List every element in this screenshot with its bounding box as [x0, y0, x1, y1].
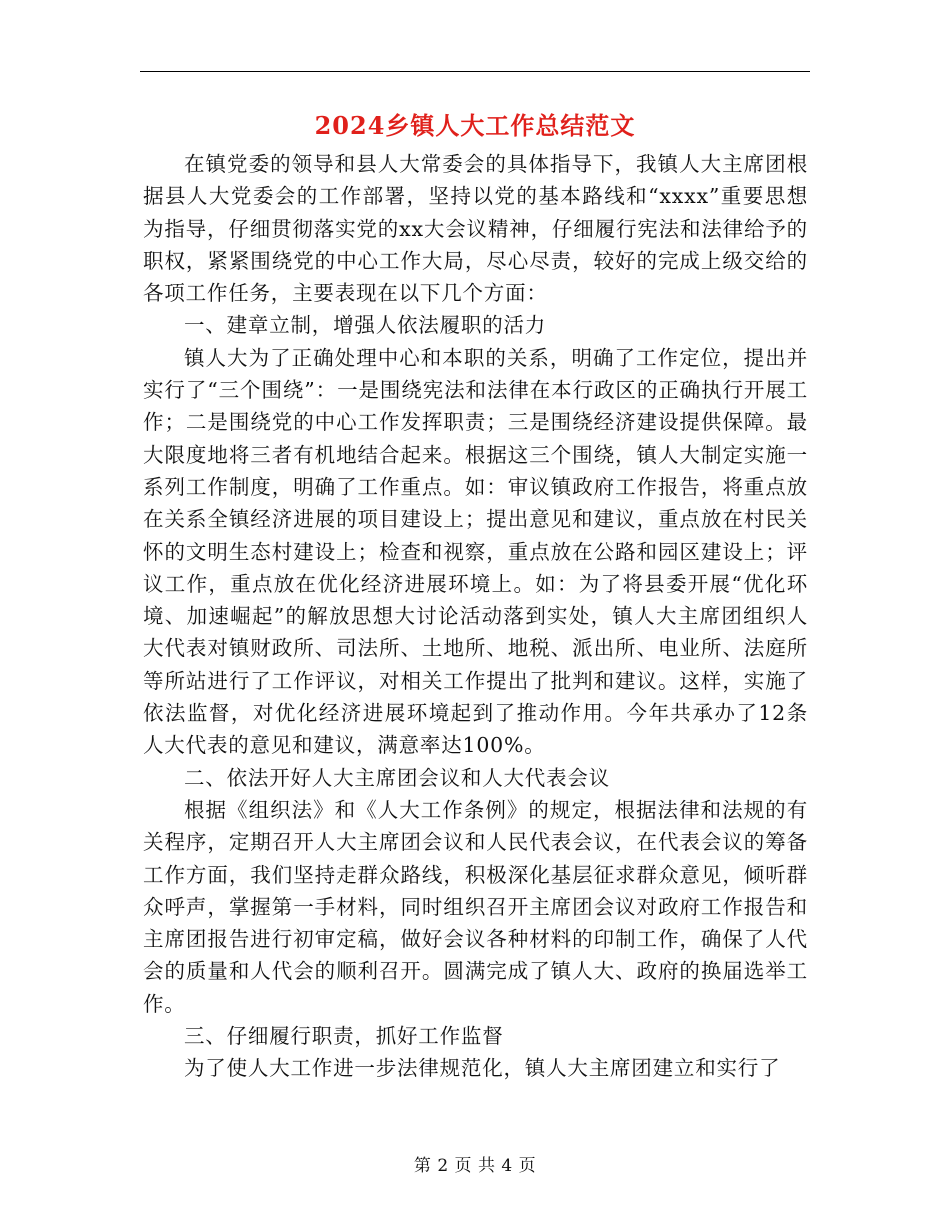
paragraph-section-3: 为了使人大工作进一步法律规范化，镇人大主席团建立和实行了 [184, 1056, 781, 1081]
document-body [143, 148, 808, 1085]
section-heading-3: 三、仔细履行职责，抓好工作监督 [184, 1024, 504, 1049]
paragraph-section-2: 根据《组织法》和《人大工作条例》的规定，根据法律和法规的有关程序，定期召开人大主席团会议和人民代表会议，在代表会议的筹备工作方面，我们坚持走群众路线，积极深化基层征求群众意见，倾听群众呼声，掌握第一手材料，同时组织召开主席团会议对政府工作报告和主席团报告进行初审定稿，做好会议各种材料的印制工作，确保了人代会的质量和人代会的顺利召开。圆满完成了镇人大、政府的换届选举工作。 [143, 797, 808, 1016]
page-number-footer: 第 2 页 共 4 页 [413, 1156, 537, 1176]
header-rule [140, 71, 810, 72]
section-heading-1: 一、建章立制，增强人依法履职的活力 [184, 313, 547, 338]
paragraph-section-1: 镇人大为了正确处理中心和本职的关系，明确了工作定位，提出并实行了“三个围绕”：一是围绕宪法和法律在本行政区的正确执行开展工作；二是围绕党的中心工作发挥职责；三是围绕经济建设提供保障。最大限度地将三者有机地结合起来。根据这三个围绕，镇人大制定实施一系列工作制度，明确了工作重点。如：审议镇政府工作报告，将重点放在关系全镇经济进展的项目建设上；提出意见和建议，重点放在村民关怀的文明生态村建设上；检查和视察，重点放在公路和园区建设上；评议工作，重点放在优化经济进展环境上。如：为了将县委开展“优化环境、加速崛起”的解放思想大讨论活动落到实处，镇人大主席团组织人大代表对镇财政所、司法所、土地所、地税、派出所、电业所、法庭所等所站进行了工作评议，对相关工作提出了批判和建议。这样，实施了依法监督，对优化经济进展环境起到了推动作用。今年共承办了12条人大代表的意见和建议，满意率达100%。 [143, 345, 808, 758]
section-heading-2: 二、依法开好人大主席团会议和人大代表会议 [184, 765, 610, 790]
paragraph-intro: 在镇党委的领导和县人大常委会的具体指导下，我镇人大主席团根据县人大党委会的工作部署，坚持以党的基本路线和“xxxx”重要思想为指导，仔细贯彻落实党的xx大会议精神，仔细履行宪法和法律给予的职权，紧紧围绕党的中心工作大局，尽心尽责，较好的完成上级交给的各项工作任务，主要表现在以下几个方面： [143, 152, 808, 306]
document-title: 2024乡镇人大工作总结范文 [314, 111, 636, 140]
